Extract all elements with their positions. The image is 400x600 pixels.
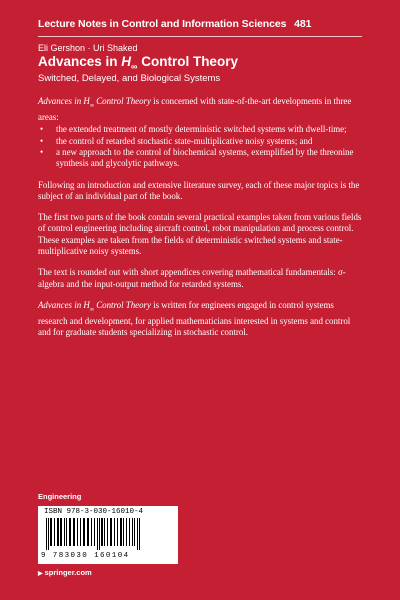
book-subtitle: Switched, Delayed, and Biological Systems bbox=[38, 73, 221, 84]
subject-category: Engineering bbox=[38, 492, 82, 501]
authors: Eli Gershon · Uri Shaked bbox=[38, 43, 138, 53]
blurb-title-ref-1: Advances in $H_\infty$ Control Theory bbox=[38, 96, 151, 109]
barcode-bar bbox=[101, 518, 103, 546]
barcode-bar bbox=[73, 518, 75, 546]
barcode-bar bbox=[48, 518, 49, 550]
blurb-title-ref-2: Advances in $H_\infty$ Control Theory bbox=[38, 299, 151, 313]
book-title bbox=[38, 54, 238, 72]
barcode-bar bbox=[77, 518, 78, 546]
blurb-paragraph-2: Following an introduction and extensive literature survey, each of these major topics is the subject of an individual part of the book. bbox=[38, 179, 360, 201]
series-header bbox=[38, 18, 311, 30]
topic-list bbox=[38, 124, 364, 169]
barcode-bar bbox=[134, 518, 135, 546]
isbn-text: ISBN 978-3-030-16010-4 bbox=[44, 508, 144, 516]
barcode-bar bbox=[104, 518, 105, 546]
title-prefix: Advances in bbox=[38, 54, 122, 69]
arrow-right-icon: ▶ bbox=[38, 571, 43, 577]
blurb-paragraph-4: The text is rounded out with short appendices covering mathematical fundamentals: σ-algebra and the input-output method for retarded systems. bbox=[38, 267, 346, 289]
list-item: • the control of retarded stochastic state-multiplicative noisy systems; and bbox=[38, 136, 364, 147]
barcode-bar bbox=[107, 518, 108, 546]
barcode-bar bbox=[110, 518, 112, 546]
barcode-bar bbox=[94, 518, 95, 546]
header-rule bbox=[38, 36, 362, 37]
barcode-bar bbox=[66, 518, 67, 546]
blurb-paragraph-3: The first two parts of the book contain several practical examples taken from various fields of control engineering including aircraft control, robot manipulation and process control. These examples are taken from the fields of deterministic switched systems and state-multiplicative noisy systems. bbox=[38, 212, 362, 257]
barcode-bar bbox=[46, 518, 47, 550]
blurb bbox=[38, 96, 364, 349]
barcode-bar bbox=[83, 518, 85, 546]
barcode-bar bbox=[87, 518, 89, 546]
series-name: Lecture Notes in Control and Information Sciences bbox=[38, 18, 287, 30]
blurb-paragraph-1 bbox=[38, 96, 364, 123]
blurb-paragraph-5 bbox=[38, 300, 364, 339]
barcode-bar bbox=[80, 518, 81, 546]
barcode-bar bbox=[64, 518, 65, 546]
title-suffix: Control Theory bbox=[137, 54, 238, 69]
barcode-digits: 9 783030 160104 bbox=[41, 552, 130, 560]
blurb-p5-text: is written for engineers engaged in control systems research and development, for applied mathematicians interested in systems and control and for graduate students specializing in stochastic control. bbox=[38, 299, 351, 338]
barcode-bar bbox=[50, 518, 52, 546]
barcode-bar bbox=[60, 518, 62, 546]
barcode-bar bbox=[120, 518, 122, 546]
barcode-bar bbox=[132, 518, 133, 546]
list-item: • the extended treatment of mostly deterministic switched systems with dwell-time; bbox=[38, 124, 364, 135]
barcode-graphic bbox=[44, 518, 172, 550]
barcode-bar bbox=[99, 518, 100, 550]
list-item: • a new approach to the control of biochemical systems, exemplified by the threonine synthesis and glycolytic pathways. bbox=[38, 147, 364, 170]
barcode-bar bbox=[54, 518, 55, 546]
series-volume: 481 bbox=[294, 18, 312, 30]
barcode-bar bbox=[114, 518, 115, 546]
barcode-bar bbox=[126, 518, 127, 546]
barcode-bar bbox=[57, 518, 59, 546]
blurb-p1-text: is concerned with state-of-the-art developments in three areas: bbox=[38, 96, 352, 123]
barcode-bar bbox=[129, 518, 130, 546]
barcode-image bbox=[44, 518, 172, 550]
barcode-bar bbox=[117, 518, 118, 546]
publisher-url: springer.com bbox=[44, 568, 92, 577]
barcode-bar bbox=[123, 518, 124, 546]
barcode-bar bbox=[97, 518, 98, 550]
barcode-bar bbox=[91, 518, 92, 546]
publisher-link[interactable] bbox=[38, 568, 92, 577]
title-h: H bbox=[121, 54, 132, 69]
barcode-bar bbox=[137, 518, 138, 550]
title-infinity: ∞ bbox=[131, 61, 138, 72]
barcode-panel bbox=[38, 506, 178, 564]
barcode-bar bbox=[69, 518, 71, 546]
barcode-bar bbox=[139, 518, 140, 550]
